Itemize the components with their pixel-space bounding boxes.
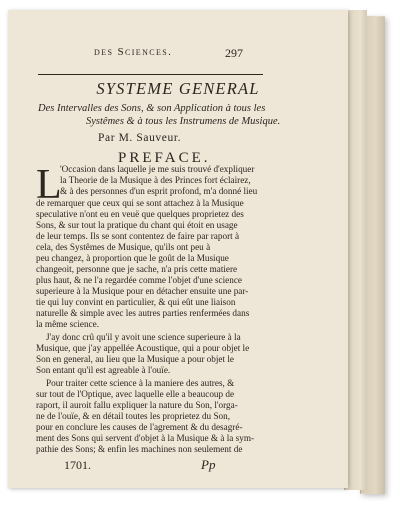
drop-cap: L [36, 162, 62, 208]
body-line: Musique, que j'ay appellée Acoustique, qui a pour objet le [36, 343, 250, 353]
body-line: la même science. [36, 319, 100, 329]
body-line: raport, il auroit fallu expliquer la nature du Son, l'orga- [36, 400, 238, 410]
book-page [8, 10, 348, 488]
running-head [8, 46, 348, 60]
body-line: naturelle & simple avec les autres parties renfermées dans [36, 308, 250, 318]
document-subtitle [38, 102, 338, 128]
body-line: & à des personnes d'un esprit profond, m'a donné lieu [60, 186, 258, 196]
body-line: Pour traiter cette science à la maniere des autres, & [46, 378, 235, 388]
header-rule [38, 74, 263, 75]
body-line: plus haut, & ne l'a regardée comme l'objet d'une science [36, 275, 242, 285]
body-line: de remarquer que ceux qui se sont attachez à la Musique [36, 198, 244, 208]
subtitle-line-2: Systêmes & à tous les Instrumens de Musique. [86, 116, 281, 127]
signature-mark: Pp [201, 457, 216, 472]
body-line: pathie des Sons; & enfin les machines non seulement de [36, 444, 243, 454]
body-line: 'Occasion dans laquelle je me suis trouvé d'expliquer [60, 164, 255, 174]
page-footer [8, 458, 348, 474]
body-line: Son entant qu'il est agreable à l'ouïe. [36, 365, 171, 375]
body-line: Sons, & sur tout la pratique du chant qui étoit en usage [36, 220, 238, 230]
body-line: la Theorie de la Musique à des Princes fort éclairez, [60, 175, 251, 185]
body-line: speculative n'ont eu en veuë que quelques proprietez des [36, 209, 244, 219]
body-line: pour en conclure les causes de l'agrement & du desagré- [36, 422, 243, 432]
body-line: ment des Sons qui servent d'objet à la Musique & à la sym- [36, 433, 255, 443]
body-line: Son en general, au lieu que la Musique a pour objet le [36, 354, 234, 364]
body-line: ne de l'ouïe, & en détail toutes les proprietez du Son, [36, 411, 231, 421]
body-line: superieure à la Musique pour en détacher ensuite une par- [36, 286, 249, 296]
year-mark: 1701. [64, 458, 91, 472]
body-line: changeoit, personne que je sache, n'a pris cette matiere [36, 264, 238, 274]
body-line: de leur temps. Ils se sont contentez de faire par raport à [36, 231, 240, 241]
running-title: des Sciences. [94, 46, 173, 58]
document-title: SYSTEME GENERAL [96, 79, 260, 98]
subtitle-line-1: Des Intervalles des Sons, & son Application à tous les [38, 103, 266, 114]
body-line: peu changez, à proportion que le goût de la Musique [36, 253, 229, 263]
author-line: Par M. Sauveur. [98, 132, 182, 144]
body-line: cela, des Systêmes de Musique, qu'ils ont peu à [36, 242, 211, 252]
body-line: J'ay donc crû qu'il y avoit une science superieure à la [46, 332, 241, 342]
page-number: 297 [225, 46, 243, 60]
body-line: tie qui luy convint en particulier, & qui eût une liaison [36, 297, 236, 307]
section-heading: PREFACE. [118, 150, 211, 166]
body-line: sur tout de l'Optique, avec laquelle elle a beaucoup de [36, 389, 235, 399]
